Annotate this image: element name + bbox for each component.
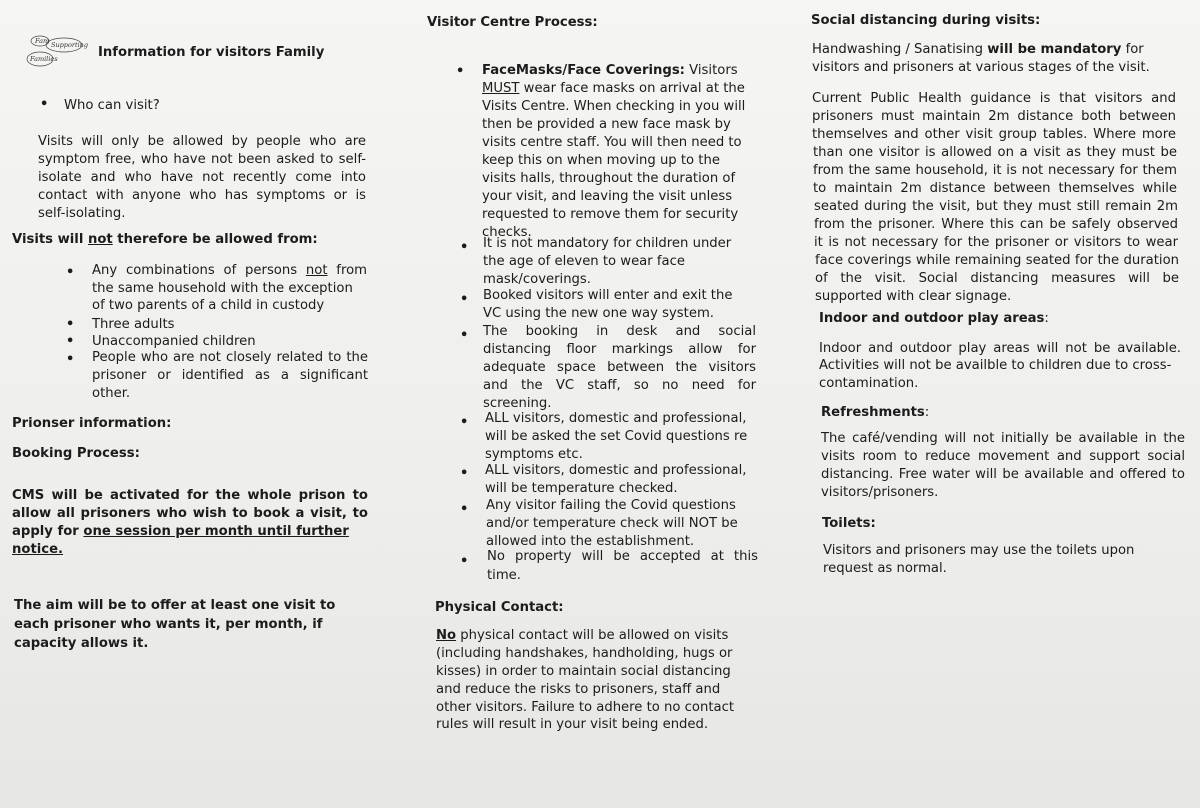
guidance-line: from the prisoner. Where this can be safely observed bbox=[814, 217, 1178, 232]
play-areas-heading: Indoor and outdoor play areas: bbox=[819, 311, 1049, 326]
facemask-line: then be provided a new face mask by bbox=[482, 117, 731, 132]
guidance-line: face coverings while remaining seated for the duration bbox=[815, 253, 1179, 268]
desk-line: distancing floor markings allow for bbox=[483, 342, 756, 357]
property-line: No property will be accepted at this bbox=[487, 549, 758, 564]
physical-contact-line: and reduce the risks to prisoners, staff and bbox=[436, 682, 721, 697]
svg-text:Fam: Fam bbox=[35, 37, 50, 45]
guidance-line: from the same household, it is not necessary for them bbox=[813, 163, 1177, 178]
visit-eligibility-line: symptom free, who have not been asked to self- bbox=[38, 152, 366, 167]
desk-line: screening. bbox=[483, 396, 552, 411]
not-allowed-heading: Visits will not therefore be allowed from: bbox=[12, 232, 318, 247]
toilets-heading: Toilets: bbox=[822, 516, 876, 531]
facemask-line: Visits Centre. When checking in you will bbox=[482, 99, 746, 114]
desk-line: and the VC staff, so no need for bbox=[483, 378, 756, 393]
facemask-line: checks. bbox=[482, 225, 532, 240]
play-areas-line: Indoor and outdoor play areas will not be available. bbox=[819, 341, 1181, 356]
not-allowed-item: Unaccompanied children bbox=[92, 334, 256, 349]
visit-eligibility-line: self-isolating. bbox=[38, 206, 126, 221]
physical-contact-line: kisses) in order to maintain social distancing bbox=[436, 664, 731, 679]
not-allowed-item-cont: other. bbox=[92, 386, 131, 401]
facemask-line: keep this on when moving up to the bbox=[482, 153, 720, 168]
cms-line: notice. bbox=[12, 542, 64, 557]
bullet-dot: • bbox=[66, 352, 75, 367]
guidance-line: seated during the visit, but they must still remain 2m bbox=[814, 199, 1178, 214]
failing-line: and/or temperature check will NOT be bbox=[486, 516, 738, 531]
supporting-families-logo bbox=[26, 33, 88, 69]
physical-contact-heading: Physical Contact: bbox=[435, 600, 564, 615]
bullet-dot: • bbox=[460, 466, 469, 481]
refreshments-line: visitors/prisoners. bbox=[821, 485, 939, 500]
guidance-line: Current Public Health guidance is that visitors and bbox=[812, 91, 1176, 106]
bullet-dot: • bbox=[456, 64, 465, 79]
guidance-line: themselves and other visit group tables. Where more bbox=[812, 127, 1176, 142]
children-line: the age of eleven to wear face bbox=[483, 254, 685, 269]
cms-line: allow all prisoners who wish to book a visit, to bbox=[12, 506, 368, 521]
toilets-line: Visitors and prisoners may use the toilets upon bbox=[823, 543, 1135, 558]
desk-line: The booking in desk and social bbox=[483, 324, 756, 339]
booking-process-heading: Booking Process: bbox=[12, 446, 140, 461]
bullet-dot: • bbox=[66, 334, 75, 349]
children-line: mask/coverings. bbox=[483, 272, 591, 287]
bullet-dot: • bbox=[460, 240, 469, 255]
covid-questions-line: will be asked the set Covid questions re bbox=[485, 429, 748, 444]
facemask-line: visits halls, throughout the duration of bbox=[482, 171, 736, 186]
svg-text:Families: Families bbox=[30, 55, 58, 63]
bullet-dot: • bbox=[460, 292, 469, 307]
who-can-visit-heading: Who can visit? bbox=[64, 98, 160, 113]
bullet-dot: • bbox=[460, 502, 469, 517]
visit-eligibility-line: Visits will only be allowed by people who are bbox=[38, 134, 366, 149]
not-allowed-item-cont: of two parents of a child in custody bbox=[92, 298, 325, 313]
guidance-line: it is not necessary for the prisoner or visitors to wear bbox=[814, 235, 1178, 250]
physical-contact-line: rules will result in your visit being ended. bbox=[436, 717, 709, 732]
physical-contact-line: other visitors. Failure to adhere to no contact bbox=[436, 700, 735, 715]
facemask-line: FaceMasks/Face Coverings: Visitors bbox=[482, 63, 738, 78]
prisoner-info-heading: Prionser information: bbox=[12, 416, 172, 431]
cms-line: CMS will be activated for the whole prison to bbox=[12, 488, 368, 503]
failing-line: Any visitor failing the Covid questions bbox=[486, 498, 736, 513]
facemask-line: your visit, and leaving the visit unless bbox=[482, 189, 733, 204]
handwashing-line: visitors and prisoners at various stages of the visit. bbox=[812, 60, 1150, 75]
not-allowed-item-cont: prisoner or identified as a significant bbox=[92, 368, 368, 383]
covid-questions-line: ALL visitors, domestic and professional, bbox=[485, 411, 747, 426]
bullet-dot: • bbox=[460, 554, 469, 569]
handwashing-line: Handwashing / Sanatising will be mandatory for bbox=[812, 42, 1144, 57]
visit-eligibility-line: isolate and who have not recently come into bbox=[38, 170, 366, 185]
booked-line: VC using the new one way system. bbox=[483, 306, 714, 321]
cms-line: apply for one session per month until further bbox=[12, 524, 349, 539]
facemask-line: MUST wear face masks on arrival at the bbox=[482, 81, 745, 96]
guidance-line: of the visit. Social distancing measures will be bbox=[815, 271, 1179, 286]
facemask-line: visits centre staff. You will then need to bbox=[482, 135, 742, 150]
guidance-line: than one visitor is allowed on a visit as they must be bbox=[813, 145, 1177, 160]
not-allowed-item: People who are not closely related to the bbox=[92, 350, 368, 365]
refreshments-heading: Refreshments: bbox=[821, 405, 930, 420]
bullet-dot: • bbox=[460, 415, 469, 430]
svg-text:Supporting: Supporting bbox=[51, 41, 88, 49]
bullet-dot: • bbox=[40, 97, 49, 112]
refreshments-line: The café/vending will not initially be available in the bbox=[821, 431, 1185, 446]
visit-eligibility-line: contact with anyone who has symptoms or is bbox=[38, 188, 366, 203]
toilets-line: request as normal. bbox=[823, 561, 947, 576]
guidance-line: supported with clear signage. bbox=[815, 289, 1012, 304]
aim-line: each prisoner who wants it, per month, if bbox=[14, 617, 323, 632]
guidance-line: prisoners must maintain 2m distance both between bbox=[812, 109, 1176, 124]
physical-contact-line: No physical contact will be allowed on visits bbox=[436, 628, 729, 643]
play-areas-line: Activities will not be availble to children due to cross- bbox=[819, 358, 1172, 373]
bullet-dot: • bbox=[460, 328, 469, 343]
not-allowed-item: Three adults bbox=[92, 317, 175, 332]
facemask-line: requested to remove them for security bbox=[482, 207, 739, 222]
play-areas-line: contamination. bbox=[819, 376, 919, 391]
bullet-dot: • bbox=[66, 317, 75, 332]
aim-line: The aim will be to offer at least one visit to bbox=[14, 598, 336, 613]
refreshments-line: visits room to reduce movement and support social bbox=[821, 449, 1185, 464]
guidance-line: to maintain 2m distance between themselves while bbox=[813, 181, 1177, 196]
failing-line: allowed into the establishment. bbox=[486, 534, 695, 549]
visitor-centre-heading: Visitor Centre Process: bbox=[427, 15, 598, 30]
temperature-line: will be temperature checked. bbox=[485, 481, 678, 496]
document-title: Information for visitors Family bbox=[98, 45, 325, 60]
social-distancing-heading: Social distancing during visits: bbox=[811, 13, 1041, 28]
aim-line: capacity allows it. bbox=[14, 636, 149, 651]
children-line: It is not mandatory for children under bbox=[483, 236, 732, 251]
temperature-line: ALL visitors, domestic and professional, bbox=[485, 463, 747, 478]
desk-line: adequate space between the visitors bbox=[483, 360, 756, 375]
covid-questions-line: symptoms etc. bbox=[485, 447, 583, 462]
not-allowed-item-cont: the same household with the exception bbox=[92, 281, 353, 296]
property-line: time. bbox=[487, 568, 521, 583]
refreshments-line: distancing. Free water will be available and offered to bbox=[821, 467, 1185, 482]
not-allowed-item: Any combinations of persons not from bbox=[92, 263, 367, 278]
bullet-dot: • bbox=[66, 265, 75, 280]
physical-contact-line: (including handshakes, handholding, hugs or bbox=[436, 646, 733, 661]
booked-line: Booked visitors will enter and exit the bbox=[483, 288, 733, 303]
